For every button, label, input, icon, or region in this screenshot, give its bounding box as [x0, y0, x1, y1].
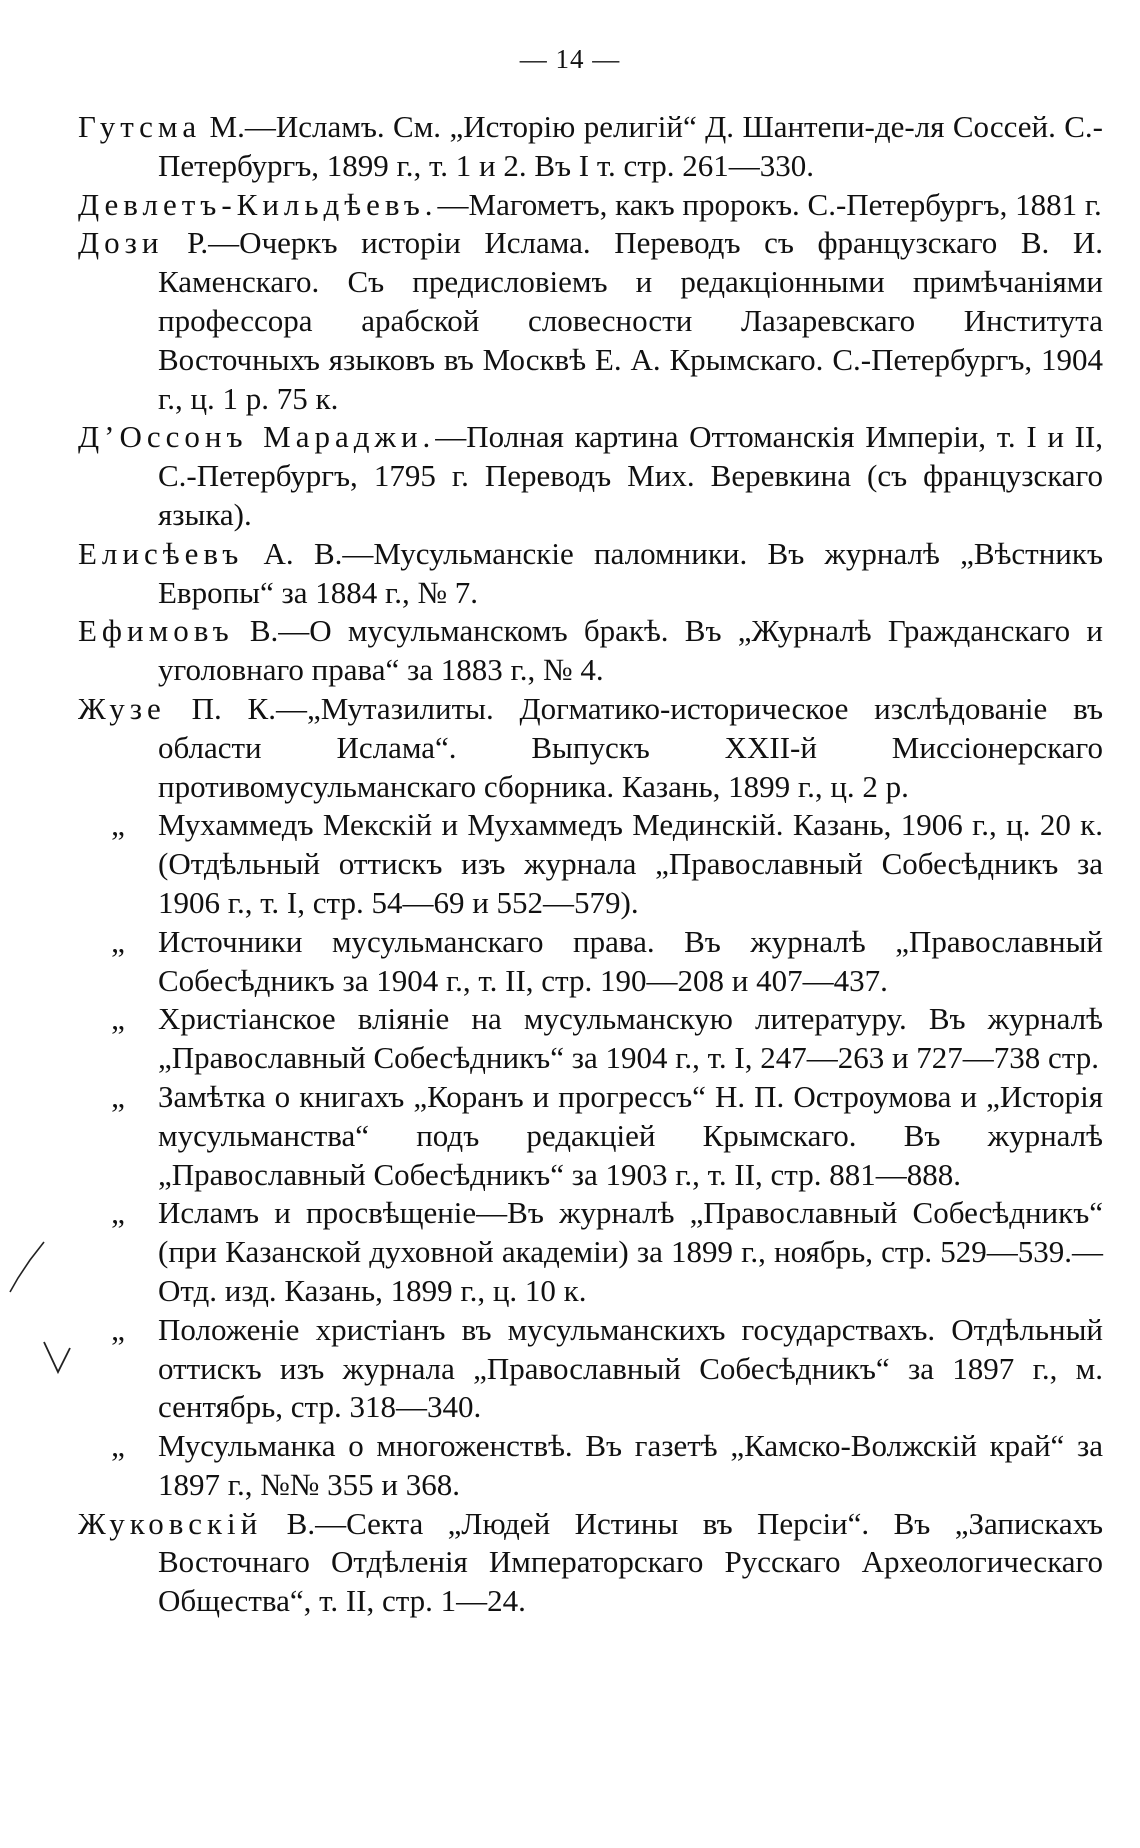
bibliography-entry	[78, 108, 1103, 186]
entry-author: Д’Оссонъ Мараджи.	[78, 419, 436, 455]
entry-text: Р.—Очеркъ исторіи Ислама. Переводъ съ французскаго В. И. Каменскаго. Съ предисловіемъ и редакціонными примѣчаніями профессора арабской словесности Лазаревскаго Института Восточныхъ языковъ въ Москвѣ Е. А. Крымскаго. С.-Петербургъ, 1904 г., ц. 1 р. 75 к.	[158, 225, 1103, 416]
entry-author: Девлетъ-Кильдѣевъ.	[78, 186, 438, 222]
entry-text: В.—О мусульманскомъ бракѣ. Въ „Журналѣ Гражданскаго и уголовнаго права“ за 1883 г., № 4.	[158, 613, 1103, 688]
entry-text: Источники мусульманскаго права. Въ журналѣ „Православный Собесѣдникъ за 1904 г., т. II, стр. 190—208 и 407—437.	[158, 923, 1103, 998]
pencil-stroke-mark	[10, 1242, 44, 1292]
ditto-entry	[78, 1194, 1103, 1310]
ditto-mark: „	[111, 923, 125, 959]
bibliography-entry	[78, 224, 1103, 418]
ditto-entry	[78, 1078, 1103, 1194]
entry-author: Жуковскій	[78, 1505, 263, 1541]
entry-author: Гутсма	[78, 109, 202, 144]
ditto-entry	[78, 1000, 1103, 1078]
entry-author: Ефимовъ	[78, 613, 234, 649]
entry-text: А. В.—Мусульманскіе паломники. Въ журналѣ „Вѣстникъ Европы“ за 1884 г., № 7.	[158, 535, 1103, 610]
bibliography-entry	[78, 418, 1103, 534]
entry-author: Дози	[78, 225, 164, 261]
entry-text: Мухаммедъ Мекскій и Мухаммедъ Мединскій. Казань, 1906 г., ц. 20 к. (Отдѣльный оттискъ изъ журнала „Православный Собесѣдникъ за 1906 г., т. I, стр. 54—69 и 552—579).	[158, 807, 1103, 920]
entry-text: —Полная картина Оттоманскія Имперіи, т. I и II, С.-Петербургъ, 1795 г. Переводъ Мих. Веревкина (съ французскаго языка).	[158, 419, 1104, 532]
entry-text: Замѣтка о книгахъ „Коранъ и прогрессъ“ Н. П. Остроумова и „Исторія мусульманства“ подъ редакціей Крымскаго. Въ журналѣ „Православный Собесѣдникъ“ за 1903 г., т. II, стр. 881—888.	[158, 1078, 1103, 1192]
ditto-mark: „	[111, 1001, 125, 1037]
entry-author: Жузе	[78, 690, 166, 726]
pencil-check-mark	[44, 1342, 70, 1372]
ditto-mark: „	[111, 1428, 125, 1464]
ditto-entry	[78, 923, 1103, 1001]
bibliography-entry	[78, 612, 1103, 690]
entry-text: М.—Исламъ. См. „Исторію религій“ Д. Шантепи-де-ля Соссей. С.-Петербургъ, 1899 г., т. 1 и 2. Въ I т. стр. 261—330.	[158, 109, 1103, 183]
entry-text: Исламъ и просвѣщеніе—Въ журналѣ „Православный Собесѣдникъ“ (при Казанской духовной академіи) за 1899 г., ноябрь, стр. 529—539.—Отд. изд. Казань, 1899 г., ц. 10 к.	[158, 1195, 1103, 1308]
bibliography-entry	[78, 1505, 1103, 1621]
entry-author: Елисѣевъ	[78, 535, 244, 571]
bibliography-entry	[78, 535, 1103, 613]
ditto-entry	[78, 1311, 1103, 1427]
ditto-mark: „	[111, 807, 125, 843]
entry-text: —Магометъ, какъ пророкъ. С.-Петербургъ, 1881 г.	[437, 186, 1102, 222]
bibliography-entry	[78, 186, 1103, 225]
ditto-entry	[78, 1427, 1103, 1505]
ditto-mark: „	[111, 1078, 125, 1114]
entry-text: П. К.—„Мутазилиты. Догматико-историческое изслѣдованіе въ области Ислама“. Выпускъ XXII-й Миссіонерскаго противомусульманскаго сборника. Казань, 1899 г., ц. 2 р.	[158, 690, 1103, 804]
entry-text: Положеніе христіанъ въ мусульманскихъ государствахъ. Отдѣльный оттискъ изъ журнала „Православный Собесѣдникъ“ за 1897 г., м. сентябрь, стр. 318—340.	[158, 1311, 1103, 1425]
entry-text: В.—Секта „Людей Истины въ Персіи“. Въ „Запискахъ Восточнаго Отдѣленія Императорскаго Русскаго Археологическаго Общества“, т. II, стр. 1—24.	[158, 1505, 1103, 1619]
bibliography-list	[78, 108, 1103, 1621]
ditto-mark: „	[111, 1311, 125, 1347]
ditto-mark: „	[111, 1195, 125, 1231]
entry-text: Мусульманка о многоженствѣ. Въ газетѣ „Камско-Волжскій край“ за 1897 г., №№ 355 и 368.	[158, 1428, 1103, 1502]
page-number: — 14 —	[519, 44, 621, 74]
bibliography-entry	[78, 690, 1103, 806]
ditto-entry	[78, 806, 1103, 922]
entry-text: Христіанское вліяніе на мусульманскую литературу. Въ журналѣ „Православный Собесѣдникъ“ за 1904 г., т. I, 247—263 и 727—738 стр.	[158, 1001, 1103, 1076]
